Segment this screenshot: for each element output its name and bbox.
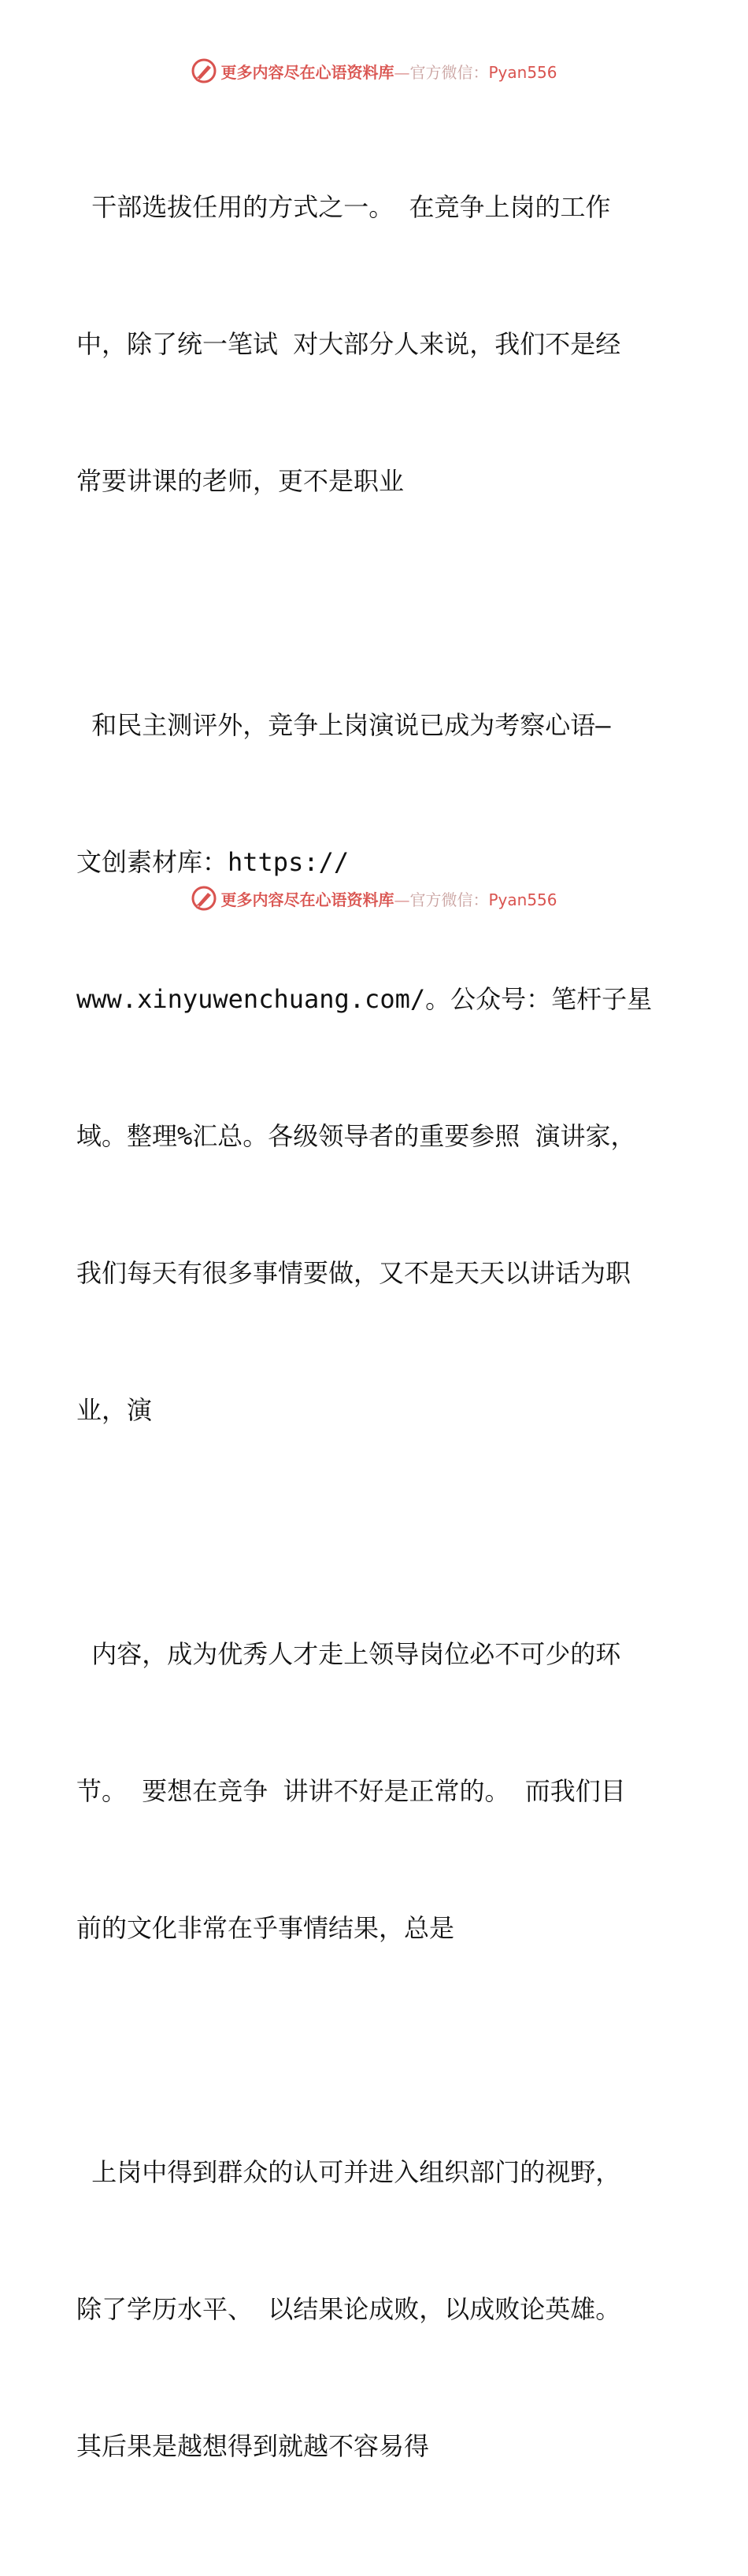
paragraph-2 xyxy=(76,611,675,1524)
document-body xyxy=(76,93,675,2576)
text-line: 业，演 xyxy=(76,1395,153,1425)
text-line: 内容，成为优秀人才走上领导岗位必不可少的环 xyxy=(76,1639,621,1669)
footer-watermark-text xyxy=(220,887,557,910)
pen-logo-icon xyxy=(191,57,217,84)
watermark-title: 更多内容尽在心语资料库 xyxy=(220,890,394,909)
paragraph-1 xyxy=(76,93,675,595)
text-line: 前的文化非常在乎事情结果，总是 xyxy=(76,1913,455,1943)
text-line: 中，除了统一笔试 对大部分人来说，我们不是经 xyxy=(76,329,621,359)
paragraph-3 xyxy=(76,1540,675,2042)
text-line: www.xinyuwenchuang.com/。公众号：笔杆子星 xyxy=(76,984,653,1014)
watermark-label: 官方微信： xyxy=(409,62,489,82)
watermark-dash: — xyxy=(394,62,410,82)
watermark-dash: — xyxy=(394,890,410,909)
watermark-id: Pyan556 xyxy=(488,890,557,909)
header-watermark-text xyxy=(220,60,557,83)
text-line: 文创素材库：https:// xyxy=(76,847,350,877)
text-line: 和民主测评外，竞争上岗演说已成为考察心语— xyxy=(76,710,611,740)
paragraph-4 xyxy=(76,2058,675,2560)
text-line: 其后果是越想得到就越不容易得 xyxy=(76,2431,430,2461)
text-line: 节。 要想在竞争 讲讲不好是正常的。 而我们目 xyxy=(76,1776,626,1806)
pen-logo-icon xyxy=(191,885,217,912)
text-line: 上岗中得到群众的认可并进入组织部门的视野， xyxy=(76,2157,621,2187)
text-line: 常要讲课的老师，更不是职业 xyxy=(76,466,405,496)
text-line: 除了学历水平、 以结果论成败，以成败论英雄。 xyxy=(76,2294,621,2324)
text-line: 域。整理%汇总。各级领导者的重要参照 演讲家， xyxy=(76,1121,636,1151)
watermark-label: 官方微信： xyxy=(409,890,489,909)
header-watermark xyxy=(0,55,748,87)
footer-watermark xyxy=(0,883,748,914)
watermark-id: Pyan556 xyxy=(488,62,557,82)
watermark-title: 更多内容尽在心语资料库 xyxy=(220,62,394,82)
text-line: 干部选拔任用的方式之一。 在竞争上岗的工作 xyxy=(76,192,611,222)
text-line: 我们每天有很多事情要做，又不是天天以讲话为职 xyxy=(76,1258,631,1288)
